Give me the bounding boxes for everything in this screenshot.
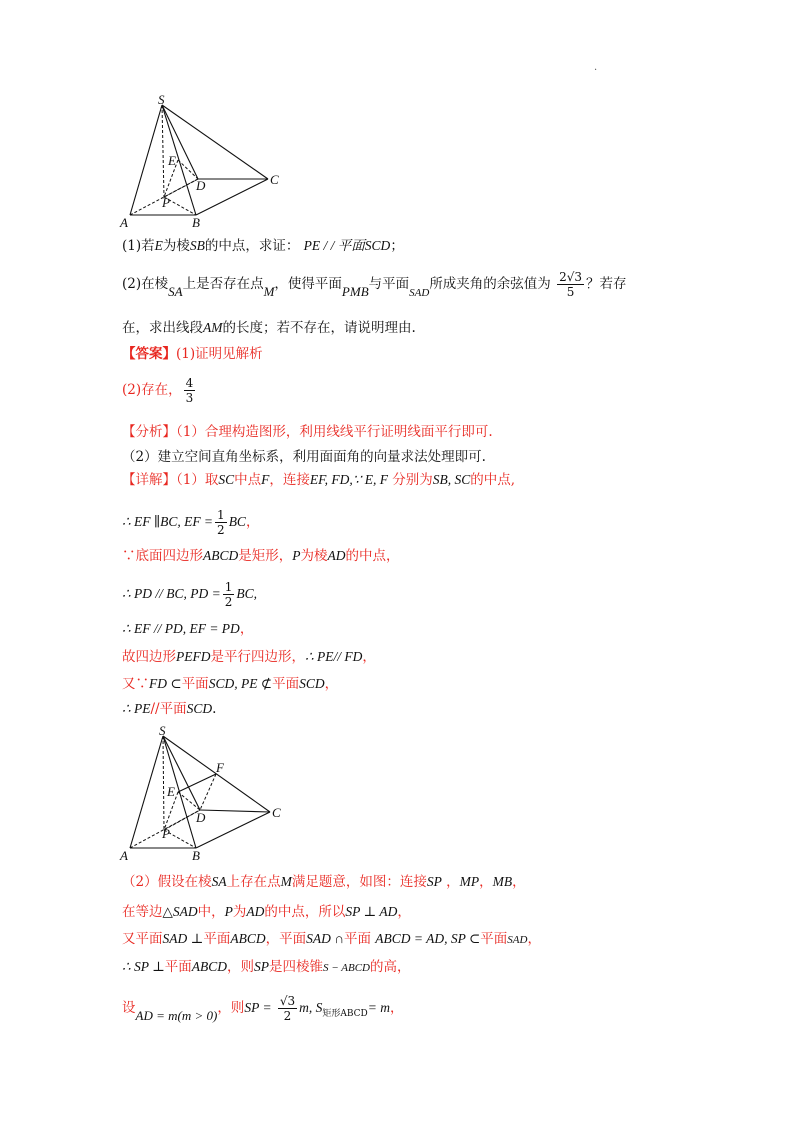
answer-line-1: 【答案】(1)证明见解析	[122, 346, 263, 362]
part2-line-4: ∴ SP ⊥平面ABCD，则SP是四棱锥S − ABCD的高，	[122, 959, 411, 975]
label-c: C	[272, 805, 281, 820]
detail-line-3: ∵底面四边形ABCD是矩形，P为棱AD的中点，	[122, 548, 400, 564]
question-2-line-1: (2)在棱SA上是否存在点M，使得平面PMB与平面$_{SAD}$所成夹角的余弦值为 $\frac{2√3}{5}$ ？若存	[122, 270, 627, 299]
detail-line-5: ∴ EF // PD, EF = PD，	[122, 621, 254, 637]
part2-line-2: 在等边△SAD中，P为AD的中点，所以SP ⊥ AD，	[122, 904, 411, 920]
part2-line-1: （2）假设在棱SA上存在点M满足题意，如图：连接SP ，MP，MB，	[122, 874, 526, 890]
label-e: E	[168, 153, 176, 168]
detail-line-8: ∴ PE//平面SCD.	[122, 701, 217, 717]
detail-line-2: ∴ EF ∥BC, EF = $\frac{1}{2}$ BC，	[122, 508, 260, 537]
label-d: D	[196, 810, 206, 825]
answer-line-2: (2)存在， $\frac{4}{3}$	[122, 376, 194, 405]
analysis-line-2: （2）建立空间直角坐标系，利用面面角的向量求法处理即可.	[122, 449, 486, 465]
label-s: S	[159, 724, 166, 738]
label-e: E	[167, 784, 175, 799]
pyramid-figure-2	[118, 724, 293, 864]
label-a: A	[120, 215, 128, 230]
detail-line-7: 又∵FD ⊂平面SCD, PE ⊄平面SCD，	[122, 676, 339, 692]
label-p: P	[162, 826, 170, 841]
detail-line-6: 故四边形PEFD是平行四边形，∴ PE// FD，	[122, 649, 376, 665]
detail-line-1: 【详解】（1）取SC中点F，连接EF, FD,∵ E, F 分别为SB, SC的中点,	[122, 472, 516, 488]
label-c: C	[270, 172, 279, 187]
pyramid-figure-1	[118, 92, 288, 232]
part2-line-5: 设AD = m(m > 0)，则SP = $\frac{√3}{2}$ m, $S_{矩形ABCD}= m$，	[122, 994, 404, 1023]
label-p: P	[162, 195, 170, 210]
corner-mark: .	[594, 62, 598, 73]
question-2-line-2: 在，求出线段AM的长度；若不存在，请说明理由.	[122, 320, 416, 336]
detail-line-4: ∴ PD // BC, PD = $\frac{1}{2}$ BC,	[122, 580, 257, 609]
label-a: A	[120, 848, 128, 863]
analysis-line-1: 【分析】（1）合理构造图形，利用线线平行证明线面平行即可.	[122, 424, 493, 440]
label-f: F	[216, 760, 224, 775]
label-b: B	[192, 848, 200, 863]
label-s: S	[158, 92, 165, 107]
label-d: D	[196, 178, 206, 193]
part2-line-3: 又平面SAD ⊥平面ABCD，平面SAD ∩平面 ABCD = AD, SP ⊂平面SAD，	[122, 931, 541, 947]
label-b: B	[192, 215, 200, 230]
question-1: (1)若E为棱SB的中点，求证： PE / / 平面SCD；	[122, 238, 404, 254]
